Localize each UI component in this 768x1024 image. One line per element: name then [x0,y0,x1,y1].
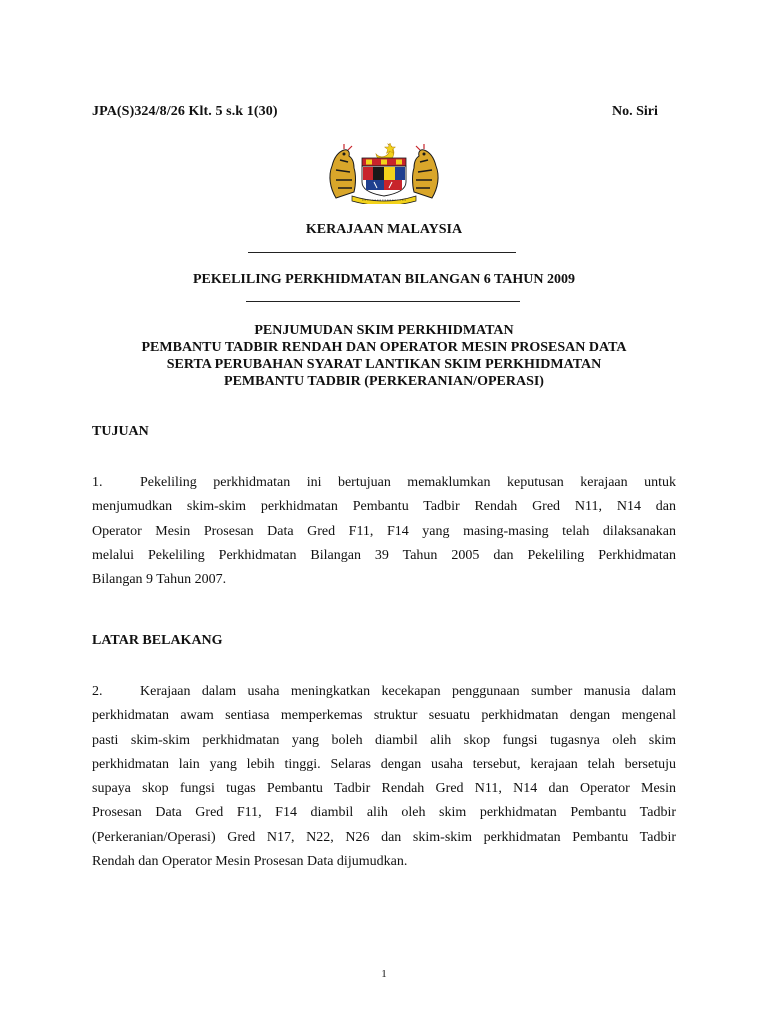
subject-line: PEMBANTU TADBIR (PERKERANIAN/OPERASI) [224,374,544,389]
paragraph-line: 1. Pekeliling perkhidmatan ini bertujuan memaklumkan keputusan kerajaan untuk [92,471,676,495]
motto-scroll-icon [352,196,416,204]
shield-icon [362,158,406,196]
paragraph-number: 2. [92,684,103,699]
paragraph-line: pasti skim-skim perkhidmatan yang boleh diambil alih skop fungsi tugasnya oleh skim [92,732,676,748]
subject-line: PEMBANTU TADBIR RENDAH DAN OPERATOR MESIN PROSESAN DATA [141,340,627,355]
paragraph-line: Prosesan Data Gred F11, F14 diambil alih oleh skim perkhidmatan Pembantu Tadbir [92,805,676,821]
government-title: KERAJAAN MALAYSIA [305,222,463,237]
paragraph-line: 2. Kerajaan dalam usaha meningkatkan kecekapan penggunaan sumber manusia dalam [92,680,676,704]
reference-number: JPA(S)324/8/26 Klt. 5 s.k 1(30) [92,104,278,119]
paragraph-line: supaya skop fungsi tugas Pembantu Tadbir Rendah Gred N11, N14 dan Operator Mesin [92,781,676,797]
subject-line: PENJUMUDAN SKIM PERKHIDMATAN [254,323,514,338]
paragraph-line: perkhidmatan lain yang lebih tinggi. Selaras dengan usaha tersebut, kerajaan telah bersetuju [92,756,676,772]
paragraph-1 [92,471,676,592]
subject-title [92,322,676,390]
serial-number-label: No. Siri [612,104,658,119]
malaysia-coat-of-arms-icon [322,140,446,204]
paragraph-number: 1. [92,475,103,490]
circular-title: PEKELILING PERKHIDMATAN BILANGAN 6 TAHUN 2009 [192,272,576,287]
paragraph-line: Operator Mesin Prosesan Data Gred F11, F14 yang masing-masing telah dilaksanakan [92,523,676,539]
paragraph-line: Bilangan 9 Tahun 2007. [92,572,227,588]
subject-line: SERTA PERUBAHAN SYARAT LANTIKAN SKIM PERKHIDMATAN [166,357,602,372]
paragraph-line: Rendah dan Operator Mesin Prosesan Data dijumudkan. [92,854,408,870]
title-underline [248,252,516,253]
paragraph-line: (Perkeranian/Operasi) Gred N17, N22, N26 dan skim-skim perkhidmatan Pembantu Tadbir [92,829,676,845]
section-heading-tujuan: TUJUAN [92,424,149,439]
page-number: 1 [381,968,387,980]
paragraph-line: menjumudkan skim-skim perkhidmatan Pembantu Tadbir Rendah Gred N11, N14 dan [92,499,676,515]
left-tiger-icon [330,144,356,198]
paragraph-2 [92,680,676,874]
paragraph-line: perkhidmatan awam sentiasa memperkemas struktur sesuatu perkhidmatan dengan mengenal [92,708,676,724]
circular-underline [246,301,520,302]
right-tiger-icon [413,144,439,198]
section-heading-latar-belakang: LATAR BELAKANG [92,633,223,648]
paragraph-line: melalui Pekeliling Perkhidmatan Bilangan 39 Tahun 2005 dan Pekeliling Perkhidmatan [92,547,676,563]
